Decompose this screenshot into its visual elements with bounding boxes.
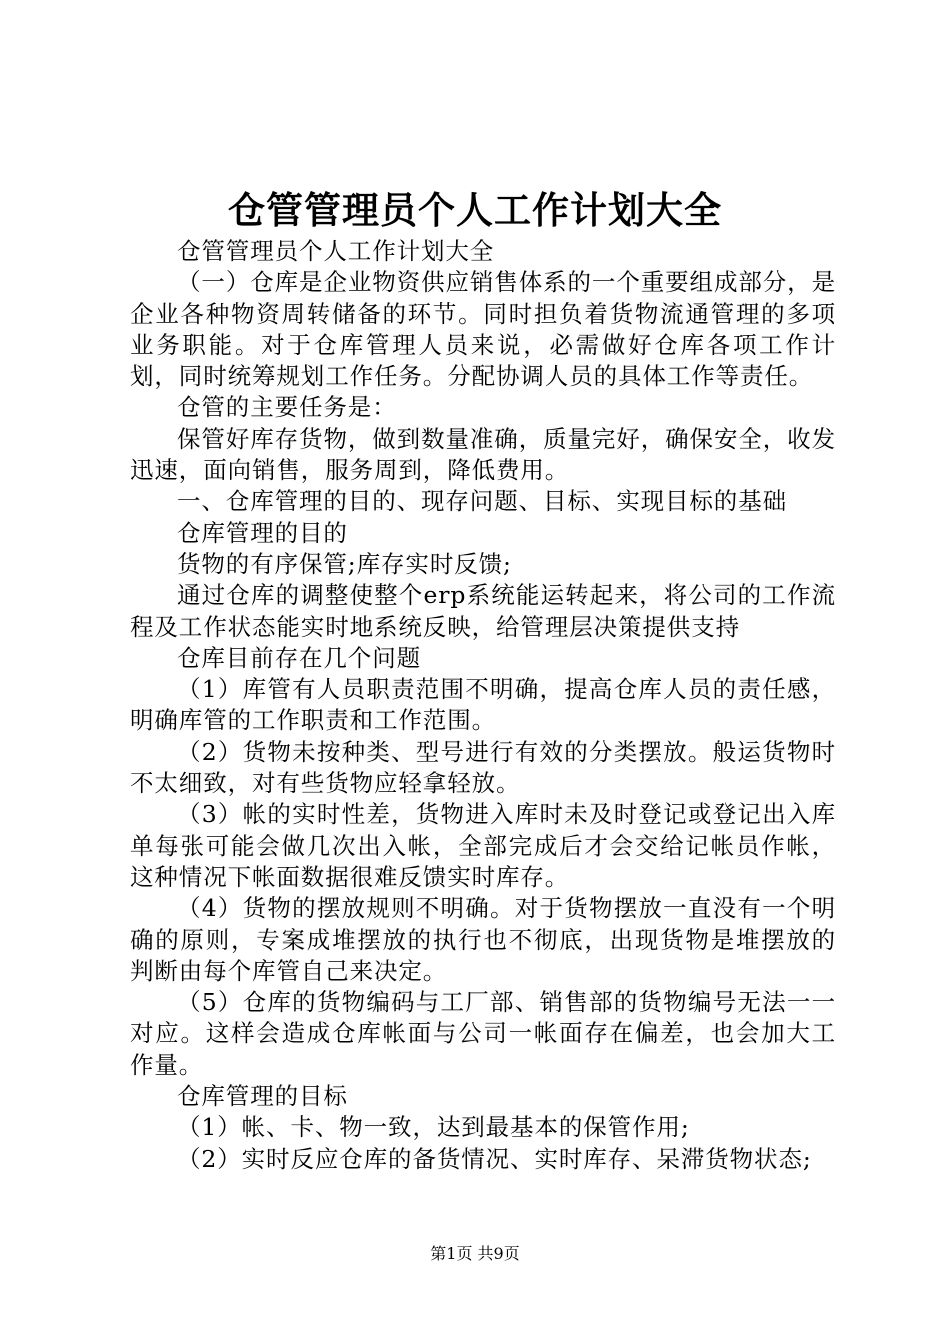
paragraph: 仓管管理员个人工作计划大全 xyxy=(177,237,495,265)
paragraph: （一）仓库是企业物资供应销售体系的一个重要组成部分，是企业各种物资周转储备的环节。同时担负着货物流通管理的多项业务职能。对于仓库管理人员来说，必需做好仓库各项工作计划，同时统筹规划工作任务。分配协调人员的具体工作等责任。 xyxy=(130,268,836,391)
paragraph: 货物的有序保管;库存实时反馈; xyxy=(177,549,512,578)
page-number-footer: 第1页 共9页 xyxy=(430,1244,520,1263)
paragraph: 仓库目前存在几个问题 xyxy=(177,643,421,672)
paragraph: （2）货物未按种类、型号进行有效的分类摆放。般运货物时不太细致，对有些货物应轻拿轻放。 xyxy=(130,737,836,798)
paragraph: （5）仓库的货物编码与工厂部、销售部的货物编号无法一一对应。这样会造成仓库帐面与公司一帐面存在偏差，也会加大工作量。 xyxy=(130,988,836,1079)
section-heading: 一、仓库管理的目的、现存问题、目标、实现目标的基础 xyxy=(177,487,787,516)
paragraph: （4）货物的摆放规则不明确。对于货物摆放一直没有一个明确的原则，专案成堆摆放的执行也不彻底，出现货物是堆摆放的判断由每个库管自己来决定。 xyxy=(130,894,836,985)
paragraph: 仓管的主要任务是： xyxy=(177,393,397,422)
paragraph: （1）库管有人员职责范围不明确，提高仓库人员的责任感，明确库管的工作职责和工作范围。 xyxy=(130,675,836,735)
paragraph: （2）实时反应仓库的备货情况、实时库存、呆滞货物状态; xyxy=(177,1144,812,1173)
paragraph: 保管好库存货物，做到数量准确，质量完好，确保安全，收发迅速，面向销售，服务周到，降低费用。 xyxy=(130,424,836,485)
paragraph: （1）帐、卡、物一致，达到最基本的保管作用; xyxy=(177,1113,690,1142)
paragraph: 仓库管理的目的 xyxy=(177,518,348,547)
paragraph: 仓库管理的目标 xyxy=(177,1082,348,1111)
document-title: 仓管管理员个人工作计划大全 xyxy=(228,188,722,232)
paragraph: 通过仓库的调整使整个erp系统能运转起来，将公司的工作流程及工作状态能实时地系统反映，给管理层决策提供支持 xyxy=(130,581,836,641)
document-body xyxy=(130,236,836,1175)
paragraph: （3）帐的实时性差，货物进入库时未及时登记或登记出入库单每张可能会做几次出入帐，全部完成后才会交给记帐员作帐，这种情况下帐面数据很难反馈实时库存。 xyxy=(130,800,836,891)
